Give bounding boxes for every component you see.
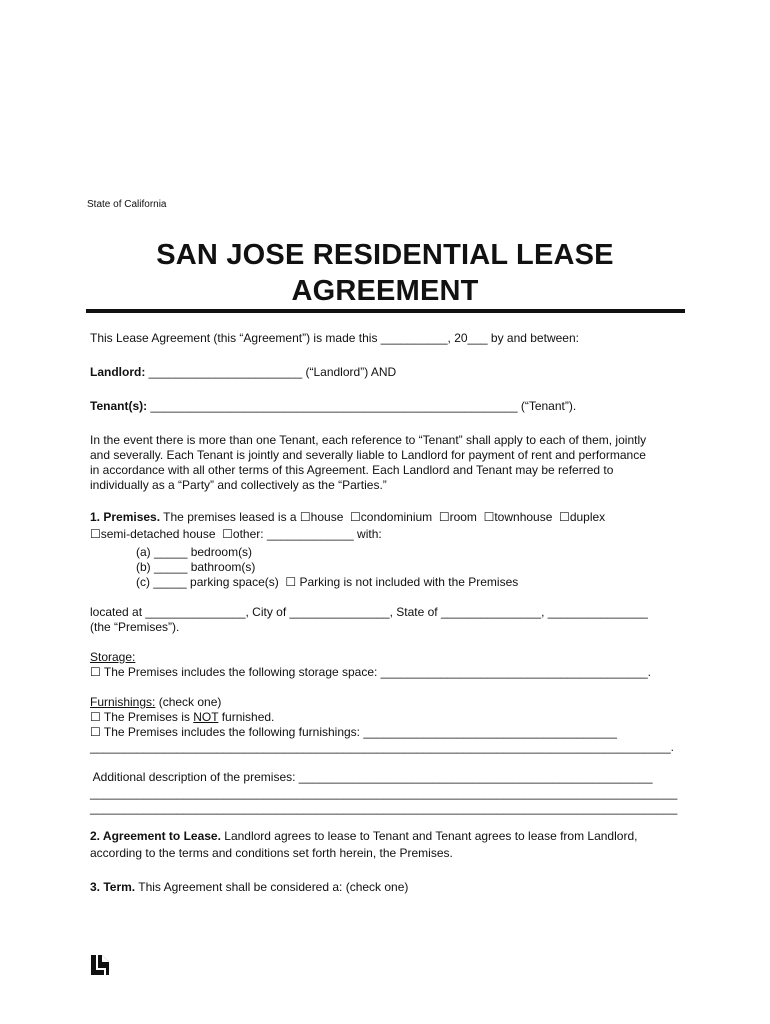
storage-option: ☐ The Premises includes the following storage space: ________________________________________.	[90, 665, 651, 679]
agreement-line2: according to the terms and conditions set forth herein, the Premises.	[90, 846, 453, 860]
document-title-line1: SAN JOSE RESIDENTIAL LEASE	[156, 239, 614, 271]
multi-tenant-line3: in accordance with all other terms of this Agreement. Each Landlord and Tenant may be referred to	[90, 463, 614, 477]
furnishings-note: (check one)	[155, 695, 222, 709]
landlord-label: Landlord:	[90, 365, 146, 379]
premises-type-options: The premises leased is a ☐house ☐condominium ☐room ☐townhouse ☐duplex	[160, 510, 606, 524]
premises-location: located at _______________, City of _______________, State of _______________, _______________	[90, 605, 648, 619]
multi-tenant-line4: individually as a “Party” and collectively as the “Parties.”	[90, 478, 387, 492]
intro-text: This Lease Agreement (this “Agreement”) is made this __________, 20___ by and between:	[90, 331, 579, 345]
term-line	[90, 880, 408, 895]
additional-blank-line1: ________________________________________________________________________________________	[90, 786, 678, 800]
furnishings-heading-line	[90, 695, 221, 710]
tenant-label: Tenant(s):	[90, 399, 148, 413]
term-text: This Agreement shall be considered a: (check one)	[135, 880, 409, 894]
landlord-text: _______________________ (“Landlord”) AND	[145, 365, 397, 379]
document-logo-icon	[91, 955, 109, 975]
premises-line1	[90, 510, 605, 525]
furnishings-option-not-pre: ☐ The Premises is	[90, 710, 194, 724]
furnishings-blank-line: _______________________________________________________________________________________.	[90, 740, 674, 754]
agreement-heading: 2. Agreement to Lease.	[90, 829, 221, 843]
document-title-line2: AGREEMENT	[291, 275, 479, 307]
premises-line2: ☐semi-detached house ☐other: _____________ with:	[90, 527, 382, 541]
agreement-text: Landlord agrees to lease to Tenant and Tenant agrees to lease from Landlord,	[220, 829, 638, 843]
additional-blank-line2: ________________________________________________________________________________________	[90, 801, 678, 815]
title-divider	[86, 309, 685, 313]
furnishings-not-word: NOT	[193, 710, 219, 724]
premises-bedrooms: (a) _____ bedroom(s)	[136, 545, 253, 559]
premises-heading: 1. Premises.	[90, 510, 161, 524]
premises-definition: (the “Premises”).	[90, 620, 180, 634]
tenant-line	[90, 399, 576, 414]
premises-bathrooms: (b) _____ bathroom(s)	[136, 560, 256, 574]
furnishings-option-not	[90, 710, 274, 725]
multi-tenant-line2: and severally. Each Tenant is jointly and severally liable to Landlord for payment of rent and performance	[90, 448, 646, 462]
premises-parking: (c) _____ parking space(s) ☐ Parking is not included with the Premises	[136, 575, 519, 589]
agreement-line1	[90, 829, 637, 844]
tenant-text: _______________________________________________________ (“Tenant”).	[147, 399, 577, 413]
storage-heading: Storage:	[90, 650, 136, 664]
furnishings-option-includes: ☐ The Premises includes the following furnishings: ______________________________________	[90, 725, 617, 739]
state-label: State of California	[87, 199, 167, 210]
furnishings-heading: Furnishings:	[90, 695, 156, 709]
multi-tenant-line1: In the event there is more than one Tenant, each reference to “Tenant” shall apply to each of them, jointly	[90, 433, 647, 447]
term-heading: 3. Term.	[90, 880, 136, 894]
additional-description: Additional description of the premises: _____________________________________________________	[90, 770, 653, 784]
landlord-line	[90, 365, 396, 380]
furnishings-option-not-post: furnished.	[218, 710, 275, 724]
